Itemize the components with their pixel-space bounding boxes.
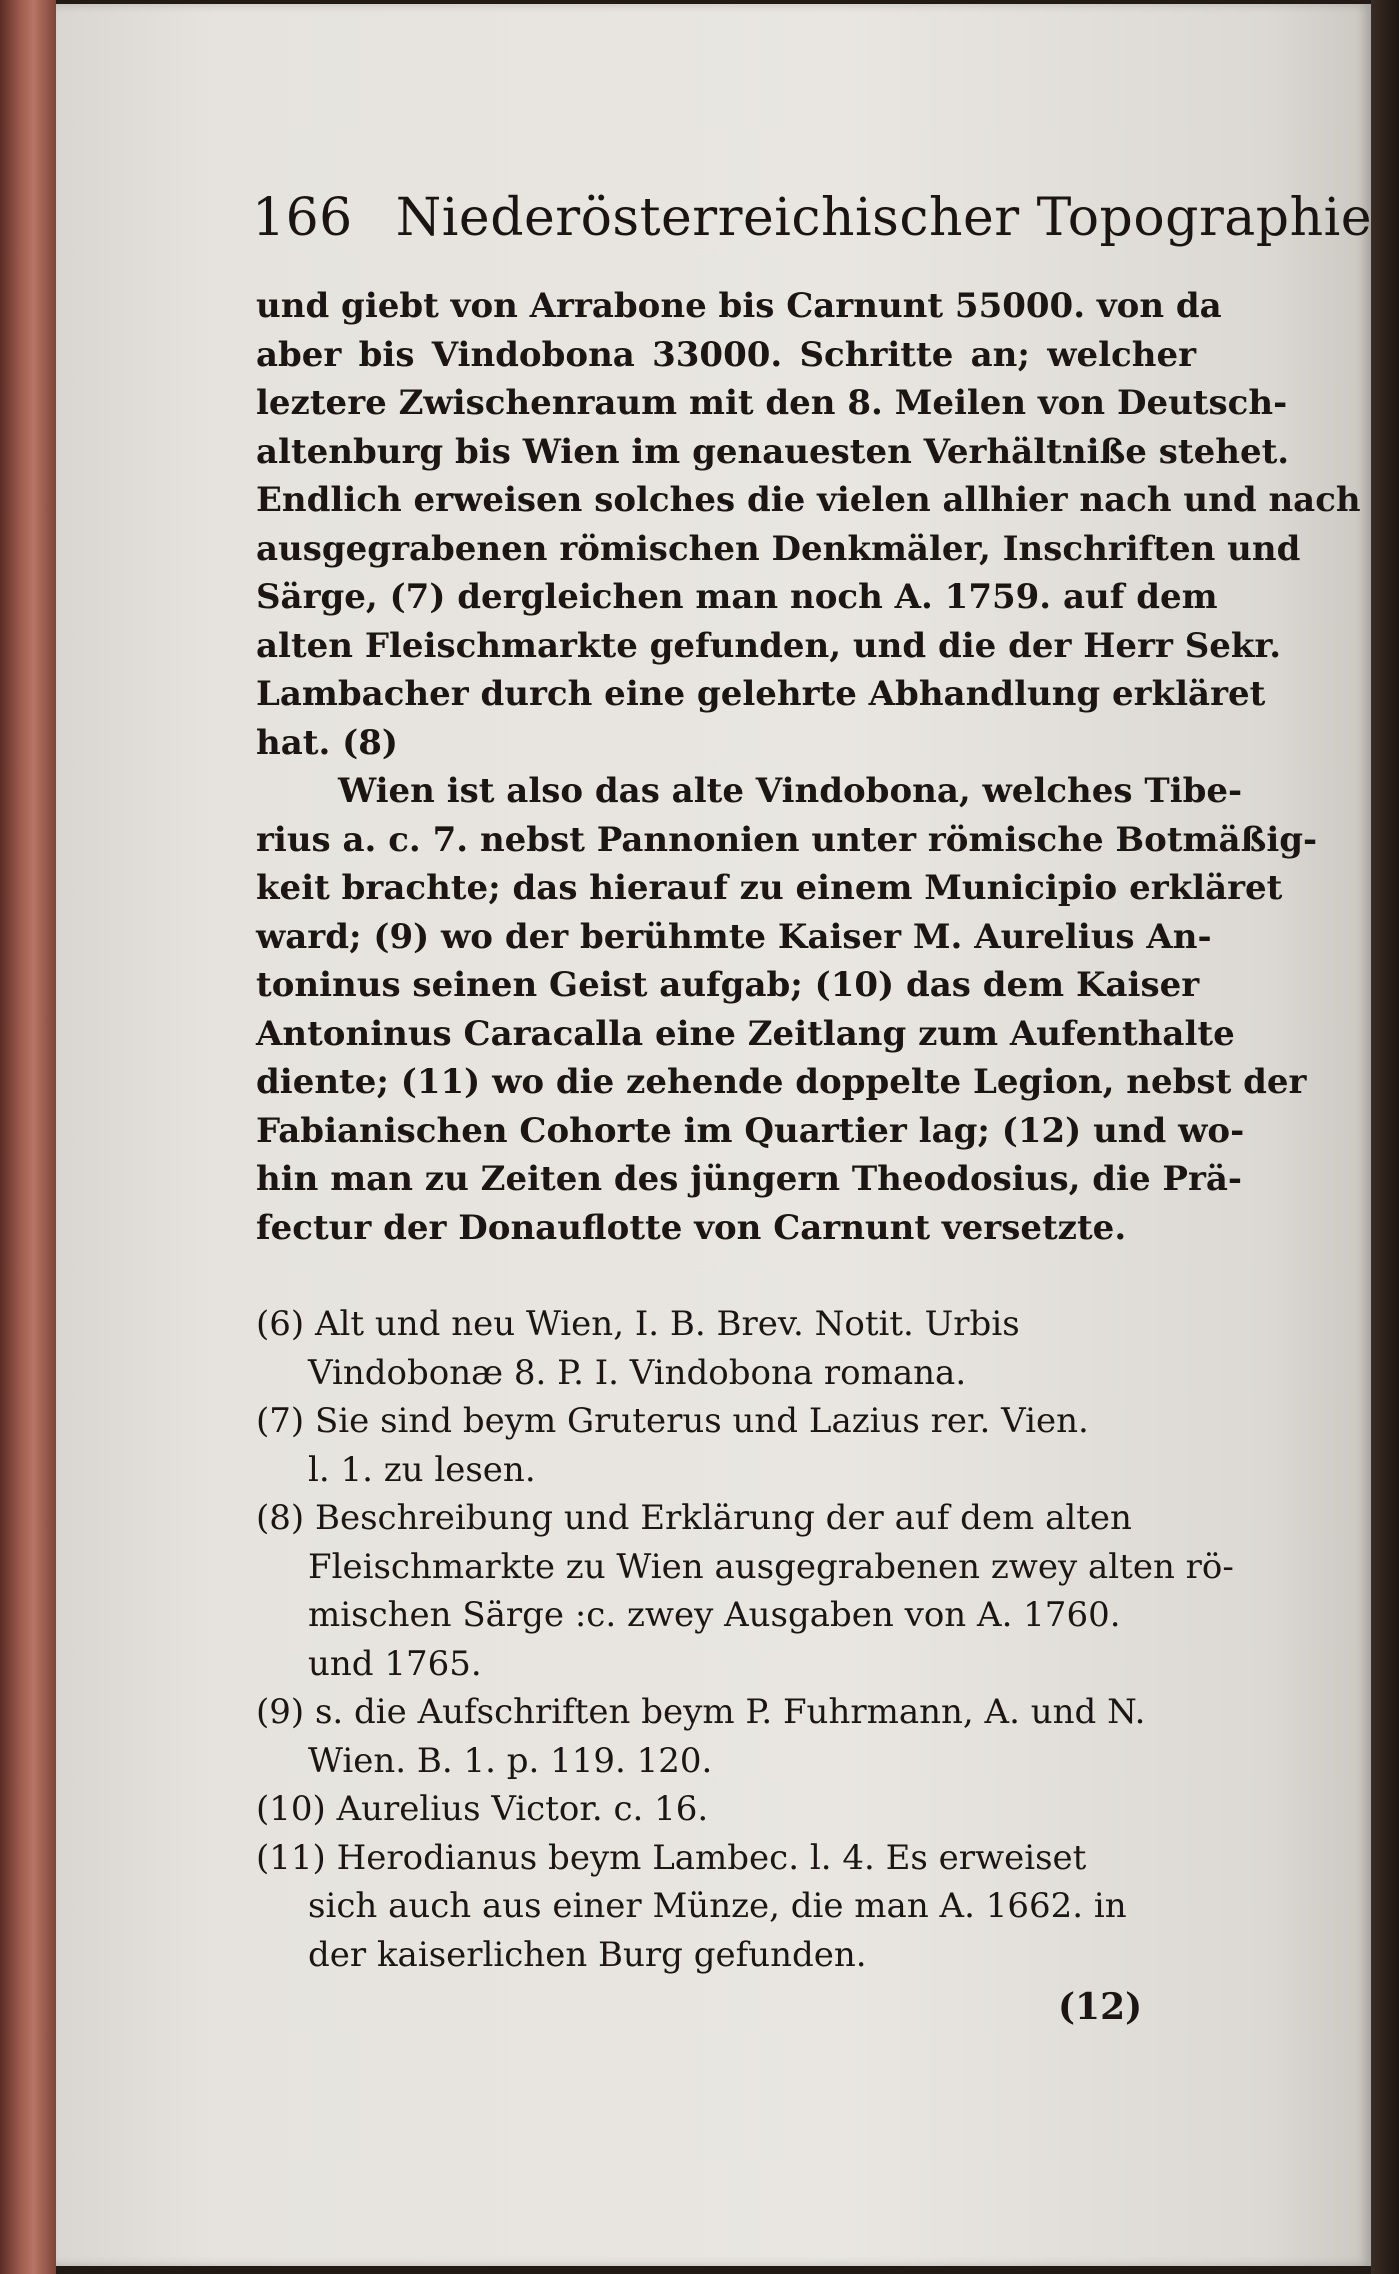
text-line: Wien ist also das alte Vindobona, welches Tibe- [338, 771, 1243, 811]
footnote-line: mischen Särge :c. zwey Ausgaben von A. 1760. [308, 1595, 1121, 1635]
text-line: toninus seinen Geist aufgab; (10) das dem Kaiser [256, 965, 1200, 1005]
text-line: keit brachte; das hierauf zu einem Municipio erkläret [256, 868, 1283, 908]
text-line: altenburg bis Wien im genauesten Verhältniße stehet. [256, 431, 1290, 472]
book-cover-edge [0, 0, 56, 2274]
running-header [252, 188, 1372, 248]
text-line: Endlich erweisen solches die vielen allhier nach und nach [256, 480, 1361, 520]
footnote-line: (7) Sie sind beym Gruterus und Lazius rer. Vien. [256, 1401, 1089, 1441]
footnote-line: der kaiserlichen Burg gefunden. [308, 1934, 867, 1975]
footnotes [256, 1300, 1234, 1979]
text-line: leztere Zwischenraum mit den 8. Meilen von Deutsch- [256, 383, 1288, 423]
text-line: Särge, (7) dergleichen man noch A. 1759. auf dem [256, 577, 1218, 617]
text-line: aber bis Vindobona 33000. Schritte an; welcher [256, 334, 1196, 375]
page-number: 166 [252, 188, 353, 248]
footnote-line: Vindobonæ 8. P. I. Vindobona romana. [308, 1352, 967, 1393]
text-line: ward; (9) wo der berühmte Kaiser M. Aurelius An- [256, 916, 1212, 957]
text-line: und giebt von Arrabone bis Carnunt 55000. von da [256, 286, 1222, 326]
footnote-line: Fleischmarkte zu Wien ausgegrabenen zwey alten rö- [308, 1546, 1234, 1587]
running-title: Niederösterreichischer Topographie [395, 188, 1372, 248]
footnote-line: Wien. B. 1. p. 119. 120. [308, 1740, 713, 1781]
text-line: rius a. c. 7. nebst Pannonien unter römische Botmäßig- [256, 819, 1318, 860]
text-line: Lambacher durch eine gelehrte Abhandlung erkläret [256, 674, 1266, 714]
main-text [256, 282, 1361, 1252]
text-line: Fabianischen Cohorte im Quartier lag; (12) und wo- [256, 1110, 1245, 1151]
footnote-line: (6) Alt und neu Wien, I. B. Brev. Notit. Urbis [256, 1304, 1020, 1344]
footnote-line: (11) Herodianus beym Lambec. l. 4. Es erweiset [256, 1837, 1087, 1878]
text-line: ausgegrabenen römischen Denkmäler, Inschriften und [256, 528, 1301, 569]
footnote-line: sich auch aus einer Münze, die man A. 1662. in [308, 1886, 1127, 1926]
footnote-line: (8) Beschreibung und Erklärung der auf dem alten [256, 1498, 1132, 1538]
footnote-line: l. 1. zu lesen. [308, 1449, 536, 1490]
text-line: alten Fleischmarkte gefunden, und die der Herr Sekr. [256, 625, 1282, 666]
text-line: fectur der Donauflotte von Carnunt versetzte. [256, 1207, 1127, 1248]
footnote-line: (9) s. die Aufschriften beym P. Fuhrmann, A. und N. [256, 1692, 1146, 1732]
footnote-line: (10) Aurelius Victor. c. 16. [256, 1789, 709, 1829]
catchword: (12) [1058, 1986, 1143, 2028]
text-line: Antoninus Caracalla eine Zeitlang zum Aufenthalte [256, 1013, 1235, 1054]
footnote-line: und 1765. [308, 1643, 482, 1684]
book-gutter-shadow [1371, 0, 1399, 2274]
text-line: hat. (8) [256, 722, 398, 763]
text-line: diente; (11) wo die zehende doppelte Legion, nebst der [256, 1062, 1307, 1102]
text-line: hin man zu Zeiten des jüngern Theodosius, die Prä- [256, 1159, 1243, 1199]
